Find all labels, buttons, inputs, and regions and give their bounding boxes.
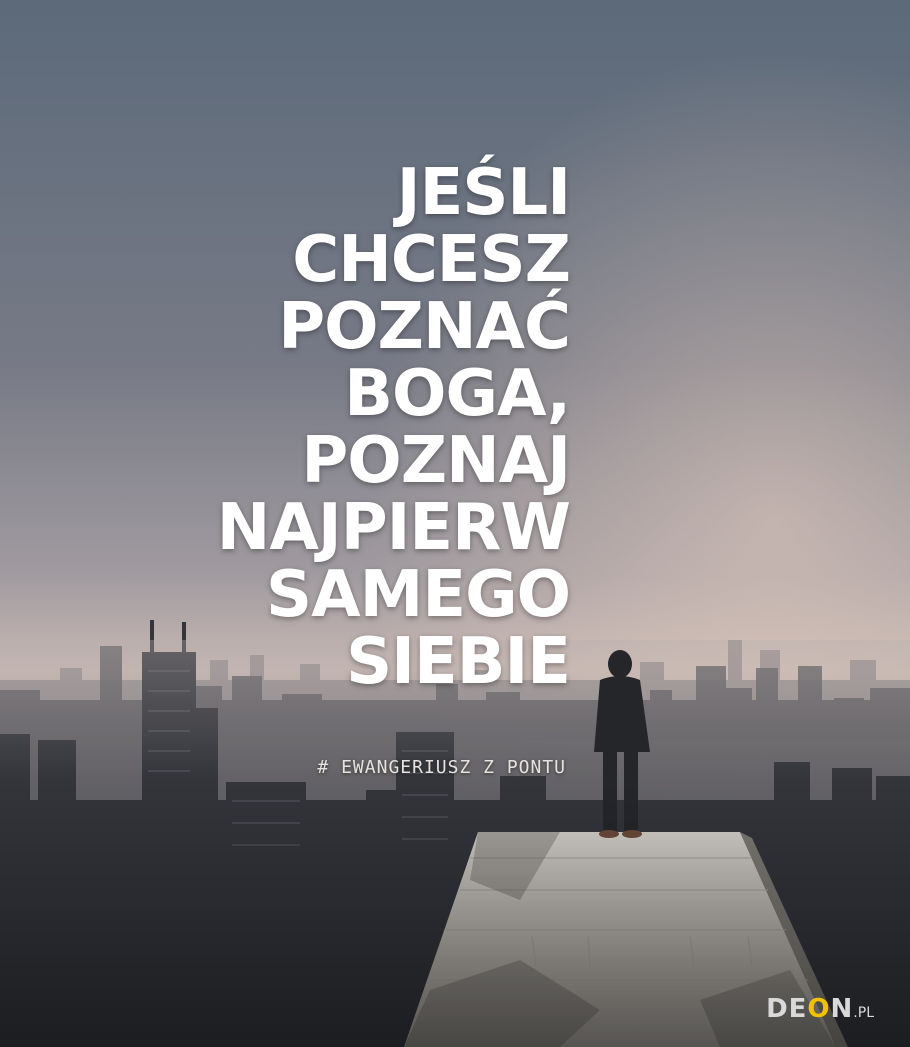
quote-line: CHCESZ: [292, 223, 570, 297]
hashtag-caption: # EWANGERIUSZ Z PONTU: [317, 757, 566, 778]
quote-line: POZNAJ: [301, 424, 570, 498]
quote-line: SIEBIE: [346, 625, 570, 699]
quote-line: BOGA,: [344, 357, 570, 431]
quote-line: SAMEGO: [266, 558, 570, 632]
deon-logo: [766, 994, 874, 1028]
logo-accent-letter: O: [807, 994, 831, 1024]
logo-part: N: [830, 994, 854, 1024]
logo-tld: .PL: [853, 1005, 874, 1021]
quote-line: POZNAĆ: [278, 290, 570, 364]
logo-part: DE: [766, 994, 808, 1024]
quote-line: NAJPIERW: [216, 491, 570, 565]
quote-line: JEŚLI: [396, 156, 570, 230]
quote-text: [216, 156, 570, 699]
